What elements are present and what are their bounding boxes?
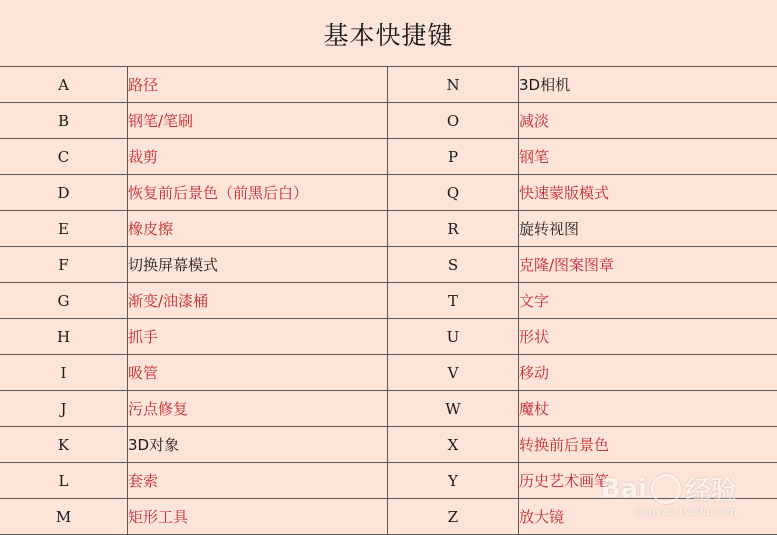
shortcut-key: R (388, 211, 519, 247)
shortcut-function: 3D对象 (128, 427, 388, 463)
shortcut-key: K (0, 427, 128, 463)
watermark-url: jingyan.baidu.com (601, 505, 737, 518)
shortcut-key: H (0, 319, 128, 355)
title-row (0, 0, 777, 67)
shortcut-key: X (388, 427, 519, 463)
table-row (0, 283, 777, 319)
shortcut-function: 套索 (128, 463, 388, 499)
shortcut-key: W (388, 391, 519, 427)
shortcut-function: 钢笔 (519, 139, 777, 175)
shortcut-key: A (0, 67, 128, 103)
baidu-jingyan-watermark (601, 470, 737, 518)
shortcut-function: 恢复前后景色（前黑后白） (128, 175, 388, 211)
table-row (0, 427, 777, 463)
shortcut-key: D (0, 175, 128, 211)
shortcut-function: 放大镜 (519, 499, 777, 535)
watermark-brand-cn: 经验 (685, 470, 737, 507)
shortcut-function: 魔杖 (519, 391, 777, 427)
shortcut-key: M (0, 499, 128, 535)
shortcut-key: Z (388, 499, 519, 535)
watermark-brand: Bai (601, 474, 647, 504)
table-row (0, 355, 777, 391)
shortcut-function: 路径 (128, 67, 388, 103)
shortcut-function: 吸管 (128, 355, 388, 391)
table-row (0, 67, 777, 103)
shortcut-function: 3D相机 (519, 67, 777, 103)
shortcut-function: 历史艺术画笔 (519, 463, 777, 499)
shortcut-key: N (388, 67, 519, 103)
shortcut-key: Q (388, 175, 519, 211)
shortcut-key: S (388, 247, 519, 283)
shortcut-key: J (0, 391, 128, 427)
shortcut-table (0, 67, 777, 535)
shortcut-function: 旋转视图 (519, 211, 777, 247)
shortcut-function: 渐变/油漆桶 (128, 283, 388, 319)
table-row (0, 391, 777, 427)
shortcut-function: 转换前后景色 (519, 427, 777, 463)
shortcut-key: L (0, 463, 128, 499)
shortcut-function: 矩形工具 (128, 499, 388, 535)
shortcut-key: G (0, 283, 128, 319)
table-row (0, 103, 777, 139)
shortcut-function: 快速蒙版模式 (519, 175, 777, 211)
shortcut-key: V (388, 355, 519, 391)
table-row (0, 247, 777, 283)
shortcut-key: O (388, 103, 519, 139)
paw-icon (651, 474, 681, 504)
table-row (0, 139, 777, 175)
shortcut-function: 克隆/图案图章 (519, 247, 777, 283)
shortcut-key: C (0, 139, 128, 175)
shortcut-key: P (388, 139, 519, 175)
shortcut-function: 移动 (519, 355, 777, 391)
shortcut-function: 文字 (519, 283, 777, 319)
shortcut-function: 钢笔/笔刷 (128, 103, 388, 139)
shortcut-function: 橡皮擦 (128, 211, 388, 247)
shortcut-key: I (0, 355, 128, 391)
shortcut-key: T (388, 283, 519, 319)
shortcut-key: Y (388, 463, 519, 499)
shortcut-function: 抓手 (128, 319, 388, 355)
table-row (0, 211, 777, 247)
shortcut-function: 切换屏幕模式 (128, 247, 388, 283)
shortcut-function: 污点修复 (128, 391, 388, 427)
shortcut-function: 形状 (519, 319, 777, 355)
shortcut-function: 裁剪 (128, 139, 388, 175)
shortcut-key: B (0, 103, 128, 139)
table-row (0, 319, 777, 355)
shortcut-function: 减淡 (519, 103, 777, 139)
shortcut-key: E (0, 211, 128, 247)
page-title: 基本快捷键 (323, 16, 453, 52)
table-row (0, 175, 777, 211)
shortcut-key: F (0, 247, 128, 283)
shortcut-key: U (388, 319, 519, 355)
